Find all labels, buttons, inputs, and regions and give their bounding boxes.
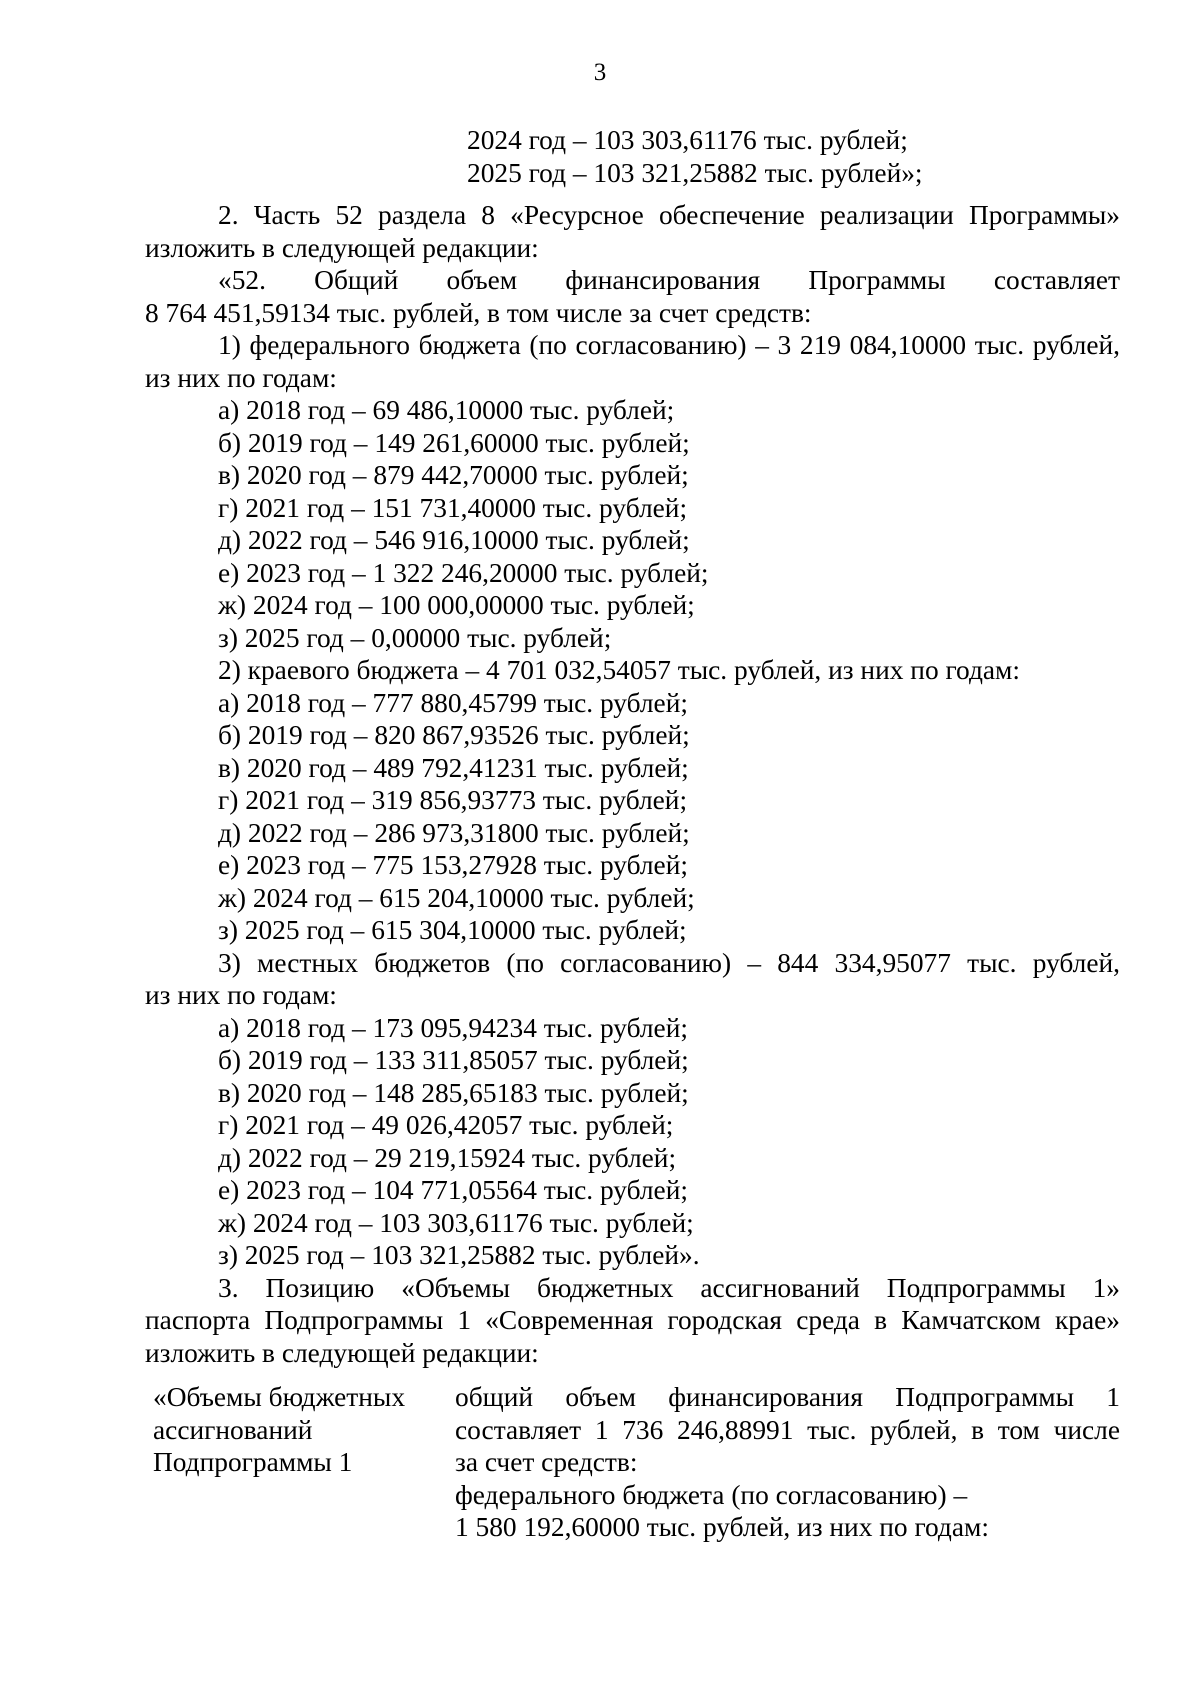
list-item: б) 2019 год – 149 261,60000 тыс. рублей; [218,427,690,458]
item3-heading: 3. Позицию «Объемы бюджетных ассигнований Подпрограммы 1» [218,1272,1120,1303]
text-line: изложить в следующей редакции: [145,232,539,263]
list-item: г) 2021 год – 319 856,93773 тыс. рублей; [218,785,688,815]
document-body [145,124,1120,1544]
list-item: д) 2022 год – 29 219,15924 тыс. рублей; [218,1142,677,1173]
list-item: г) 2021 год – 151 731,40000 тыс. рублей; [218,492,688,523]
federal-budget-total: 1) федерального бюджета (по согласованию) – 3 219 084,10000 тыс. рублей, [218,330,1120,360]
text-line: из них по годам: [145,362,337,393]
paragraph-52: «52. Общий объем финансирования Программы составляет [218,265,1120,295]
passport-value: 1 580 192,60000 тыс. рублей, из них по годам: [455,1512,989,1542]
list-item: з) 2025 год – 615 304,10000 тыс. рублей; [218,915,687,945]
text-line: изложить в следующей редакции: [145,1337,539,1368]
list-item: з) 2025 год – 0,00000 тыс. рублей; [218,622,612,653]
local-budget-total: 3) местных бюджетов (по согласованию) – 844 334,95077 тыс. рублей, [218,947,1120,978]
regional-budget-total: 2) краевого бюджета – 4 701 032,54057 тыс. рублей, из них по годам: [218,655,1020,685]
list-item: в) 2020 год – 489 792,41231 тыс. рублей; [218,752,689,783]
list-item: а) 2018 год – 777 880,45799 тыс. рублей; [218,687,688,718]
passport-label: Подпрограммы 1 [153,1447,353,1477]
list-item: б) 2019 год – 133 311,85057 тыс. рублей; [218,1045,689,1075]
page-number: 3 [593,59,607,86]
passport-label: «Объемы бюджетных [153,1382,406,1412]
passport-value: общий объем финансирования Подпрограммы 1 [455,1382,1120,1412]
list-item: д) 2022 год – 286 973,31800 тыс. рублей; [218,817,690,848]
list-item: г) 2021 год – 49 026,42057 тыс. рублей; [218,1110,674,1140]
list-item: б) 2019 год – 820 867,93526 тыс. рублей; [218,720,690,750]
list-item: в) 2020 год – 879 442,70000 тыс. рублей; [218,460,689,490]
text-line: 8 764 451,59134 тыс. рублей, в том числе за счет средств: [145,297,812,328]
text-line: 2024 год – 103 303,61176 тыс. рублей; [467,125,908,155]
list-item: е) 2023 год – 104 771,05564 тыс. рублей; [218,1175,688,1205]
passport-value: составляет 1 736 246,88991 тыс. рублей, в том числе [455,1414,1120,1445]
list-item: а) 2018 год – 173 095,94234 тыс. рублей; [218,1012,688,1043]
passport-value: федерального бюджета (по согласованию) – [455,1479,968,1510]
list-item: е) 2023 год – 1 322 246,20000 тыс. рублей; [218,557,709,588]
passport-value: за счет средств: [455,1447,638,1477]
passport-label: ассигнований [153,1414,313,1445]
list-item: а) 2018 год – 69 486,10000 тыс. рублей; [218,395,675,425]
list-item: ж) 2024 год – 100 000,00000 тыс. рублей; [218,590,695,620]
text-line: паспорта Подпрограммы 1 «Современная городская среда в Камчатском крае» [145,1305,1120,1335]
item2-heading: 2. Часть 52 раздела 8 «Ресурсное обеспечение реализации Программы» [218,200,1120,230]
list-item: з) 2025 год – 103 321,25882 тыс. рублей». [218,1240,700,1270]
passport-label-cell [145,1381,455,1544]
passport-value-cell [455,1381,1120,1544]
list-item: д) 2022 год – 546 916,10000 тыс. рублей; [218,525,690,555]
list-item: ж) 2024 год – 103 303,61176 тыс. рублей; [218,1207,694,1238]
list-item: в) 2020 год – 148 285,65183 тыс. рублей; [218,1077,689,1108]
text-line: из них по годам: [145,980,337,1010]
passport-table [145,1381,1120,1544]
text-line: 2025 год – 103 321,25882 тыс. рублей»; [467,157,923,188]
list-item: ж) 2024 год – 615 204,10000 тыс. рублей; [218,882,695,913]
list-item: е) 2023 год – 775 153,27928 тыс. рублей; [218,850,688,880]
